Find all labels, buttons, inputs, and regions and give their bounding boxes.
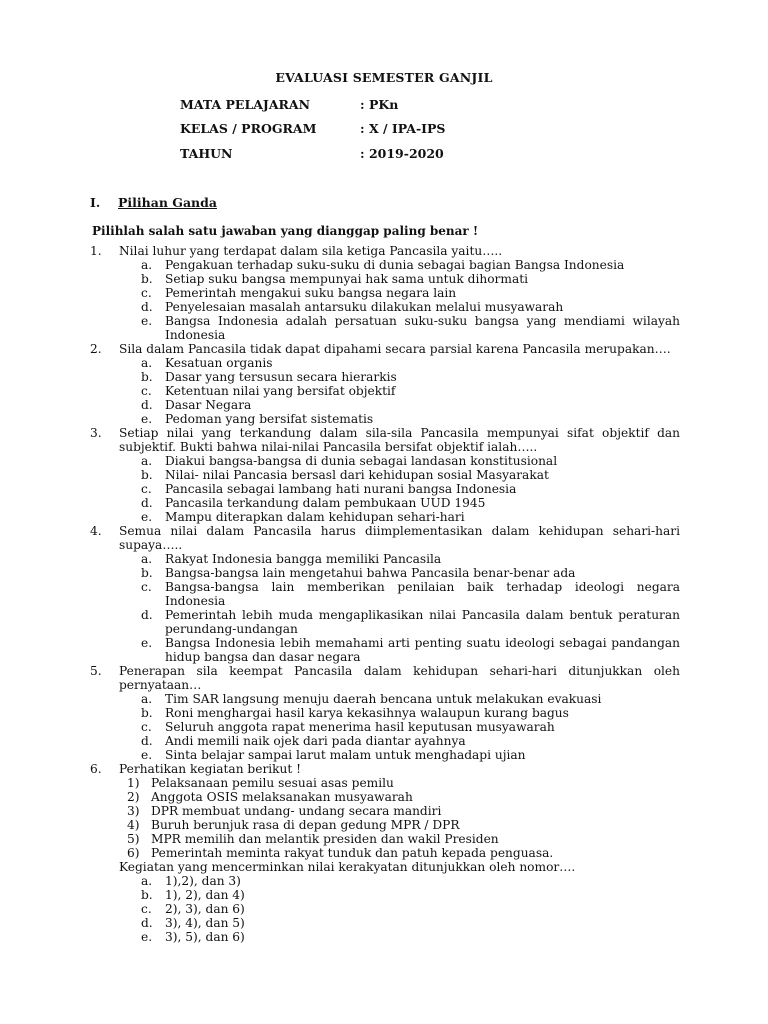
option-letter: a. [141,454,153,468]
statement-text: Pemerintah meminta rakyat tunduk dan patuh kepada penguasa. [151,846,554,860]
question-text: Sila dalam Pancasila tidak dapat dipahami secara parsial karena Pancasila merupakan…. [119,342,671,356]
option-letter: d. [141,608,153,622]
statement-item [119,776,680,790]
option-text: Sinta belajar sampai larut malam untuk menghadapi ujian [165,748,526,762]
option-letter: b. [141,370,153,384]
answer-option [119,706,680,720]
option-letter: c. [141,482,152,496]
answer-option [119,482,680,496]
question [90,524,680,664]
exam-title: EVALUASI SEMESTER GANJIL [275,70,493,85]
instruction: Pilihlah salah satu jawaban yang dianggap paling benar ! [92,224,479,238]
statement-number: 6) [127,846,140,860]
statement-number: 1) [127,776,140,790]
option-text: Bangsa-bangsa lain memberikan penilaian baik terhadap ideologi negara Indonesia [165,580,680,608]
statement-item [119,818,680,832]
option-letter: c. [141,384,152,398]
option-text: Pancasila sebagai lambang hati nurani bangsa Indonesia [165,482,517,496]
question-number: 3. [90,426,102,440]
option-text: Roni menghargai hasil karya kekasihnya walaupun kurang bagus [165,706,569,720]
option-letter: e. [141,314,153,328]
option-text: Setiap suku bangsa mempunyai hak sama untuk dihormati [165,272,529,286]
statement-number: 2) [127,790,140,804]
answer-option [119,902,680,916]
meta-label: KELAS / PROGRAM [180,121,317,136]
statement-text: Buruh berunjuk rasa di depan gedung MPR / DPR [151,818,460,832]
question-number: 2. [90,342,102,356]
option-letter: c. [141,286,152,300]
answer-option [119,398,680,412]
section-heading [90,195,217,210]
option-letter: b. [141,272,153,286]
option-letter: c. [141,580,152,594]
answer-option [119,496,680,510]
question-number: 4. [90,524,102,538]
option-letter: e. [141,636,153,650]
option-text: Andi memili naik ojek dari pada diantar ayahnya [165,734,466,748]
option-letter: a. [141,552,153,566]
answer-option [119,510,680,524]
answer-option [119,888,680,902]
statement-item [119,790,680,804]
option-letter: d. [141,300,153,314]
option-text: Pengakuan terhadap suku-suku di dunia sebagai bagian Bangsa Indonesia [165,258,625,272]
answer-option [119,580,680,608]
option-text: 1),2), dan 3) [165,874,241,888]
answer-option [119,454,680,468]
question [90,664,680,762]
answer-option [119,748,680,762]
option-letter: a. [141,258,153,272]
question-number: 6. [90,762,102,776]
option-text: Pemerintah lebih muda mengaplikasikan nilai Pancasila dalam bentuk peraturan perundang-undangan [165,608,680,636]
option-text: Bangsa Indonesia adalah persatuan suku-suku bangsa yang mendiami wilayah Indonesia [165,314,680,342]
option-letter: e. [141,748,153,762]
answer-option [119,370,680,384]
option-letter: e. [141,510,153,524]
statement-item [119,804,680,818]
option-text: Bangsa Indonesia lebih memahami arti penting suatu ideologi sebagai pandangan hidup bangsa dan dasar negara [165,636,680,664]
option-text: Dasar Negara [165,398,252,412]
answer-option [119,874,680,888]
option-text: Pancasila terkandung dalam pembukaan UUD 1945 [165,496,486,510]
option-text: Tim SAR langsung menuju daerah bencana untuk melakukan evakuasi [165,692,602,706]
option-letter: c. [141,902,152,916]
option-text: Nilai- nilai Pancasia bersasl dari kehidupan sosial Masyarakat [165,468,549,482]
option-text: Diakui bangsa-bangsa di dunia sebagai landasan konstitusional [165,454,558,468]
answer-option [119,286,680,300]
statement-text: Anggota OSIS melaksanakan musyawarah [151,790,413,804]
option-letter: d. [141,916,153,930]
option-letter: a. [141,356,153,370]
question-number: 1. [90,244,102,258]
option-letter: d. [141,398,153,412]
statement-item [119,832,680,846]
statement-text: MPR memilih dan melantik presiden dan wakil Presiden [151,832,499,846]
answer-option [119,384,680,398]
question [90,342,680,426]
statement-text: DPR membuat undang- undang secara mandiri [151,804,442,818]
answer-option [119,356,680,370]
question-text: Perhatikan kegiatan berikut ! [119,762,302,776]
question-list [90,244,680,944]
answer-option [119,916,680,930]
option-letter: a. [141,874,153,888]
option-letter: a. [141,692,153,706]
option-text: 1), 2), dan 4) [165,888,245,902]
option-letter: c. [141,720,152,734]
option-letter: e. [141,412,153,426]
statement-number: 4) [127,818,140,832]
option-text: Rakyat Indonesia bangga memiliki Pancasila [165,552,442,566]
option-text: Kesatuan organis [165,356,273,370]
option-letter: d. [141,496,153,510]
answer-option [119,258,680,272]
option-text: Mampu diterapkan dalam kehidupan sehari-hari [165,510,465,524]
meta-row-class [180,121,445,136]
option-letter: e. [141,930,153,944]
question [90,426,680,524]
statement-number: 5) [127,832,140,846]
option-letter: b. [141,566,153,580]
option-text: Penyelesaian masalah antarsuku dilakukan melalui musyawarah [165,300,564,314]
statement-number: 3) [127,804,140,818]
option-letter: d. [141,734,153,748]
answer-option [119,566,680,580]
answer-option [119,692,680,706]
option-text: Pedoman yang bersifat sistematis [165,412,374,426]
question-text: Semua nilai dalam Pancasila harus diimplementasikan dalam kehidupan sehari-hari supaya….. [119,524,680,552]
answer-option [119,608,680,636]
meta-label: TAHUN [180,146,233,161]
option-text: 3), 5), dan 6) [165,930,245,944]
answer-option [119,720,680,734]
option-letter: b. [141,888,153,902]
answer-option [119,314,680,342]
question-text: Setiap nilai yang terkandung dalam sila-sila Pancasila mempunyai sifat objektif dan subjektif. Bukti bahwa nilai-nilai Pancasila bersifat objektif ialah….. [119,426,680,454]
question-prompt: Kegiatan yang mencerminkan nilai kerakyatan ditunjukkan oleh nomor…. [119,860,576,874]
question-text: Nilai luhur yang terdapat dalam sila ketiga Pancasila yaitu….. [119,244,503,258]
option-text: Pemerintah mengakui suku bangsa negara lain [165,286,457,300]
meta-value: : PKn [360,97,399,112]
meta-row-year [180,146,444,161]
meta-value: : X / IPA-IPS [360,121,446,136]
question [90,762,680,944]
answer-option [119,412,680,426]
answer-option [119,636,680,664]
option-text: Dasar yang tersusun secara hierarkis [165,370,397,384]
option-text: Ketentuan nilai yang bersifat objektif [165,384,396,398]
statement-text: Pelaksanaan pemilu sesuai asas pemilu [151,776,394,790]
meta-row-subject [180,97,398,112]
question-number: 5. [90,664,102,678]
meta-label: MATA PELAJARAN [180,97,311,112]
meta-value: : 2019-2020 [360,146,444,161]
option-text: Seluruh anggota rapat menerima hasil keputusan musyawarah [165,720,555,734]
option-text: Bangsa-bangsa lain mengetahui bahwa Pancasila benar-benar ada [165,566,576,580]
statement-item [119,846,680,860]
section-number: I. [90,195,101,210]
option-text: 2), 3), dan 6) [165,902,245,916]
answer-option [119,734,680,748]
answer-option [119,552,680,566]
question-text: Penerapan sila keempat Pancasila dalam kehidupan sehari-hari ditunjukkan oleh pernyataan… [119,664,680,692]
option-letter: b. [141,706,153,720]
answer-option [119,468,680,482]
answer-option [119,272,680,286]
section-name: Pilihan Ganda [118,195,217,210]
answer-option [119,300,680,314]
option-letter: b. [141,468,153,482]
option-text: 3), 4), dan 5) [165,916,245,930]
question [90,244,680,342]
answer-option [119,930,680,944]
